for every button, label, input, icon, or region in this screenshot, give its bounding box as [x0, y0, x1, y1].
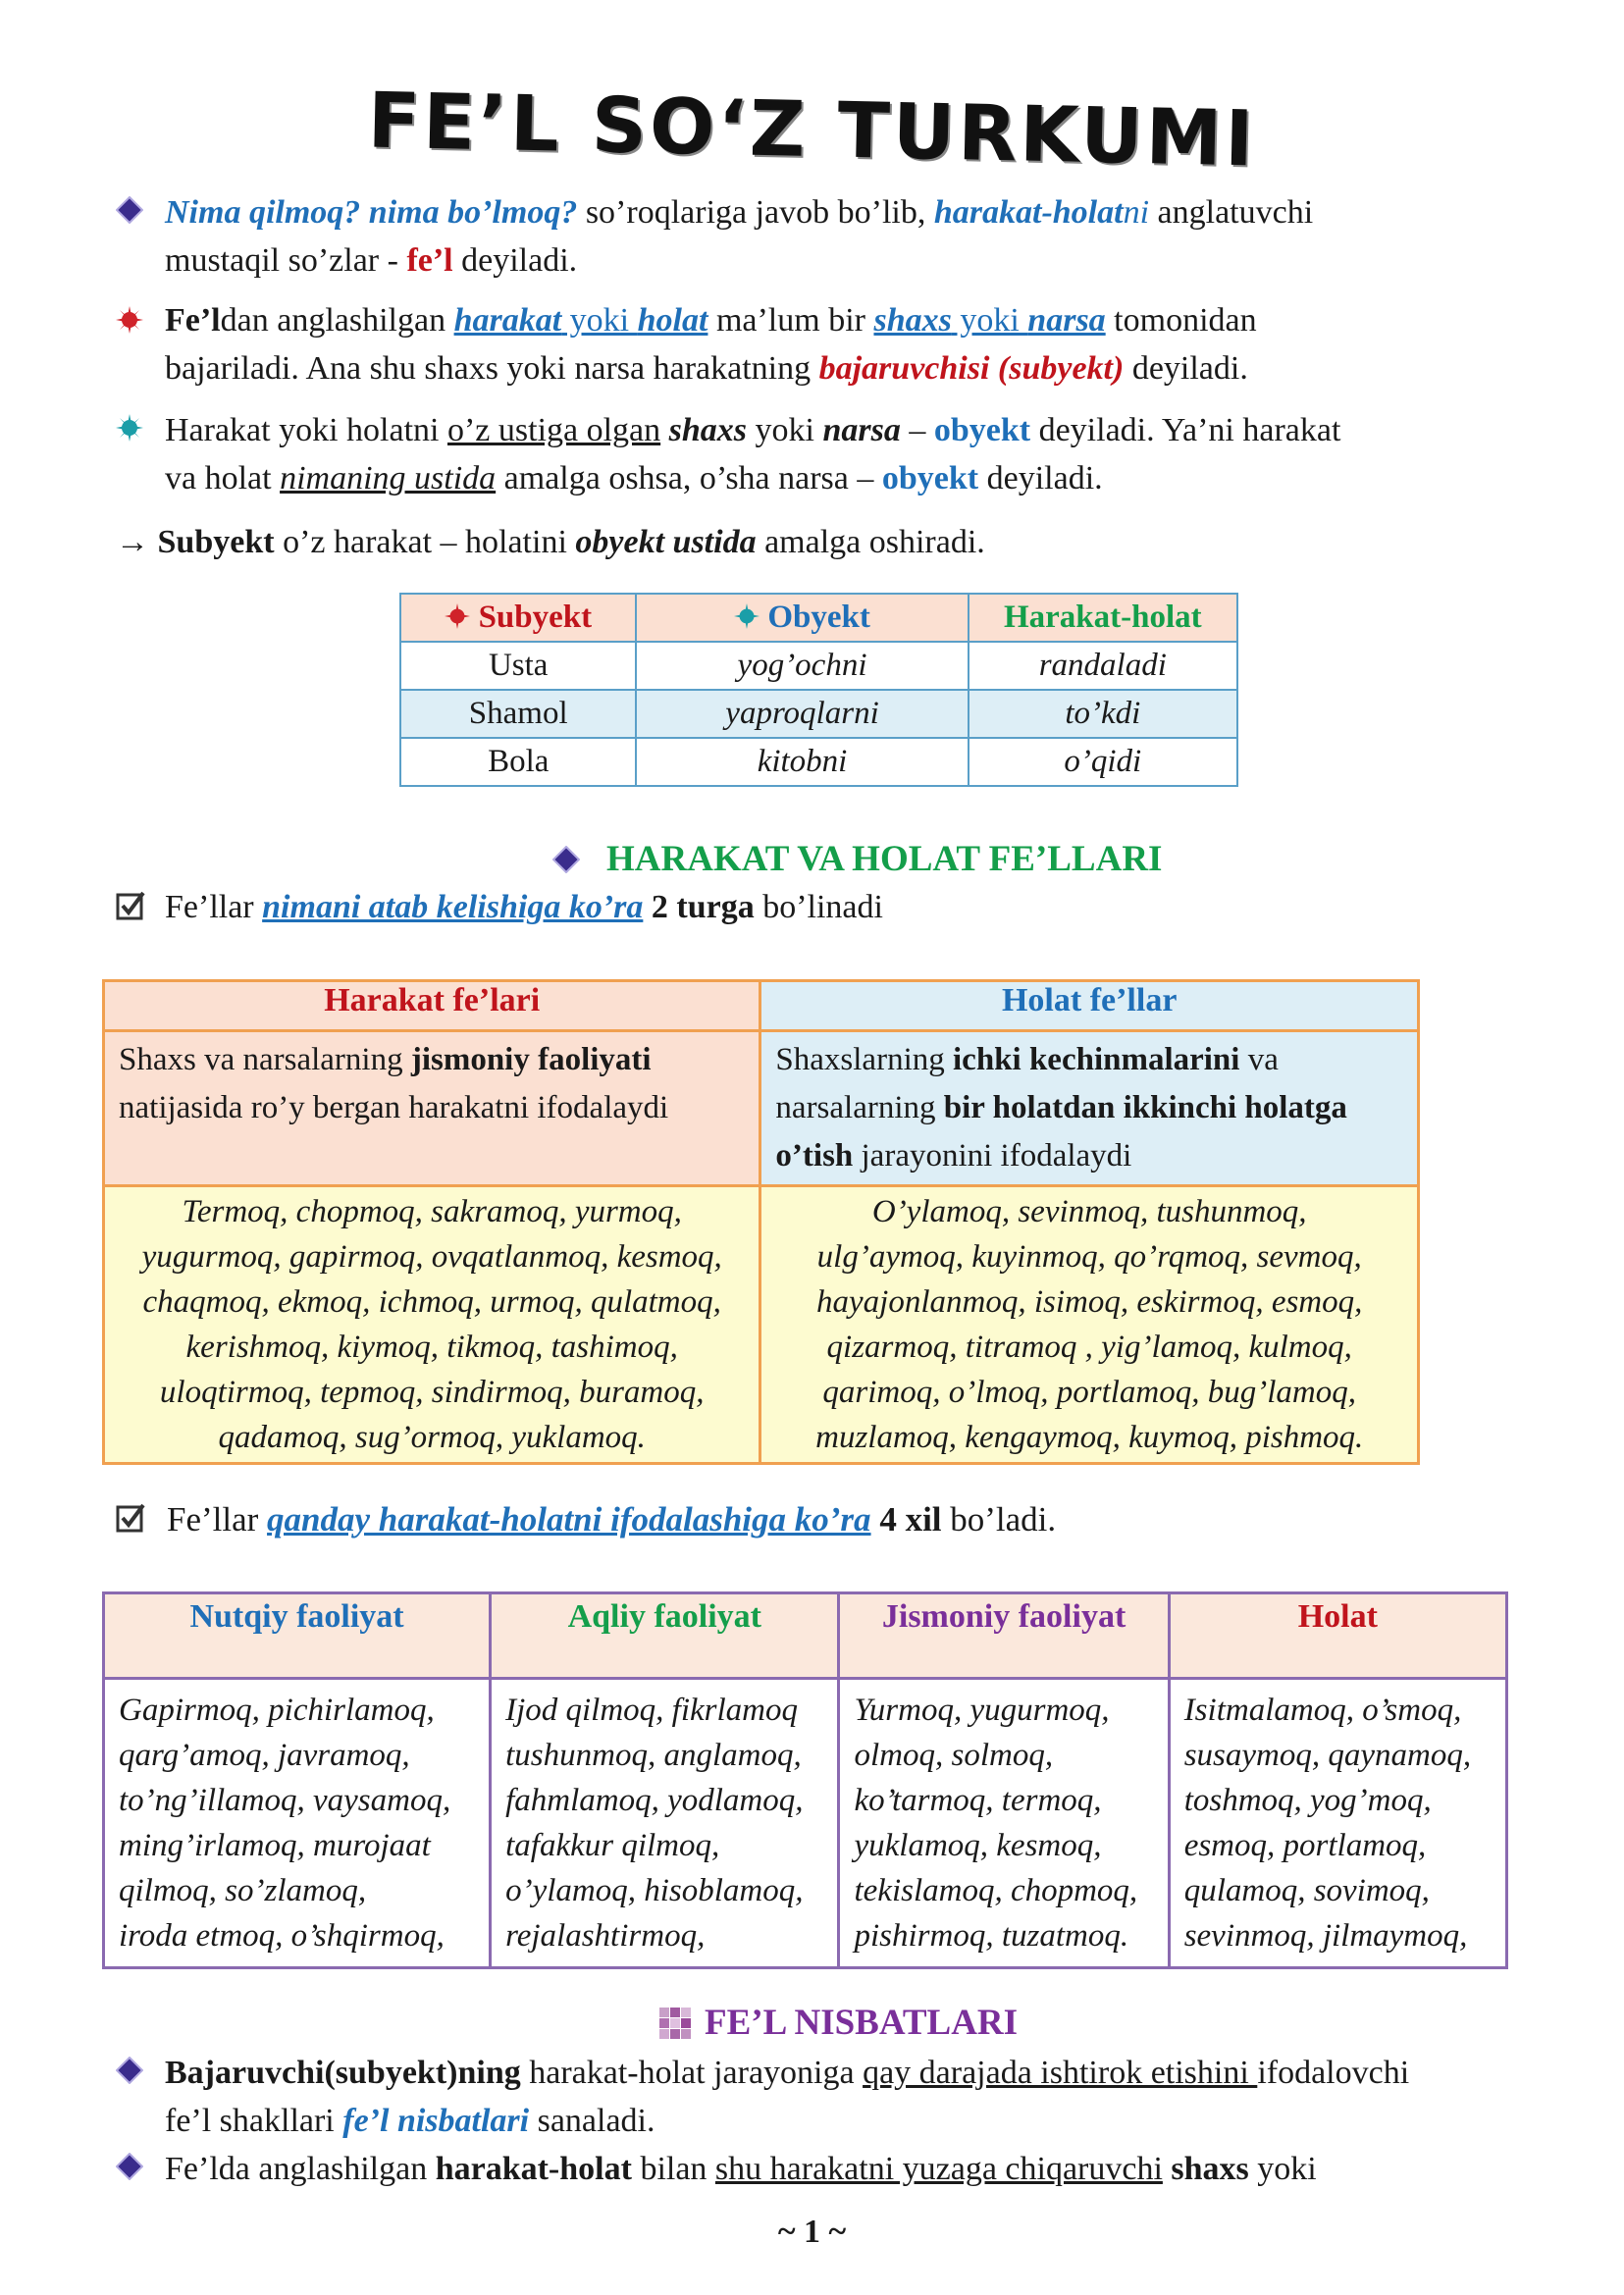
table-row: [104, 1679, 1507, 1968]
harakat-holat-table: [102, 979, 1420, 1465]
header-holat: Holat: [1169, 1593, 1506, 1679]
header-aqliy: Aqliy faoliyat: [491, 1593, 839, 1679]
table-row: Shamol yaproqlarni to’kdi: [400, 690, 1237, 738]
header-subyekt: Subyekt: [400, 594, 636, 642]
checkbox-icon: [116, 1503, 145, 1533]
paragraph-2: Fe’ldan anglashilgan harakat yoki holat ma’lum bir shaxs yoki narsa tomonidan bajariladi. Ana shu shaxs yoki narsa harakatning bajaruvchisi (subyekt) deyiladi.: [165, 302, 1257, 387]
header-jismoniy: Jismoniy faoliyat: [839, 1593, 1169, 1679]
header-holat-fellar: Holat fe’llar: [760, 981, 1419, 1031]
harakat-examples: Termoq, chopmoq, sakramoq, yurmoq, yugurmoq, gapirmoq, ovqatlanmoq, kesmoq, chaqmoq, ekmoq, ichmoq, urmoq, qulatmoq, kerishmoq, kiymoq, tikmoq, tashimoq, uloqtirmoq, tepmoq, sindirmoq, buramoq, qadamoq, sug’ormoq, yuklamoq.: [104, 1186, 760, 1464]
checkbox-icon: [116, 891, 145, 920]
jismoniy-examples: Yurmoq, yugurmoq, olmoq, solmoq, ko’tarmoq, termoq, yuklamoq, kesmoq, tekislamoq, chopmoq, pishirmoq, tuzatmoq.: [839, 1679, 1169, 1968]
checkbox-line-1: Fe’llar nimani atab kelishiga ko’ra 2 turga bo’linadi: [165, 889, 883, 925]
table-header-row: [104, 981, 1419, 1031]
diamond-bullet-icon: [116, 196, 143, 224]
harakat-description: Shaxs va narsalarning jismoniy faoliyati natijasida ro’y bergan harakatni ifodalaydi: [104, 1031, 760, 1186]
holat-description: Shaxslarning ichki kechinmalarini va narsalarning bir holatdan ikkinchi holatga o’tish jarayonini ifodalaydi: [760, 1031, 1419, 1186]
paragraph-6: Fe’lda anglashilgan harakat-holat bilan shu harakatni yuzaga chiqaruvchi shaxs yoki: [165, 2151, 1317, 2187]
red-star-bullet-icon: [116, 306, 143, 334]
subject-object-table: [399, 593, 1238, 787]
table-row: [104, 1031, 1419, 1186]
header-harakat-holat: Harakat-holat: [969, 594, 1237, 642]
red-star-bullet-icon: [445, 603, 470, 629]
section-heading-fel-nisbatlari: FE’L NISBATLARI: [705, 2003, 1019, 2043]
diamond-bullet-icon: [116, 2153, 143, 2180]
pixel-square-icon: [659, 2008, 691, 2039]
paragraph-4: → Subyekt o’z harakat – holatini obyekt ustida amalga oshiradi.: [116, 524, 985, 560]
aqliy-examples: Ijod qilmoq, fikrlamoq tushunmoq, anglamoq, fahmlamoq, yodlamoq, tafakkur qilmoq, o’ylamoq, hisoblamoq, rejalashtirmoq,: [491, 1679, 839, 1968]
diamond-bullet-icon: [116, 2057, 143, 2084]
table-row: [104, 1186, 1419, 1464]
page-title: FE’L SO‘Z TURKUMI: [366, 77, 1258, 184]
header-nutqiy: Nutqiy faoliyat: [104, 1593, 491, 1679]
table-row: Bola kitobni o’qidi: [400, 738, 1237, 786]
arrow-icon: →: [116, 524, 149, 560]
header-obyekt: Obyekt: [636, 594, 968, 642]
table-row: Usta yog’ochni randaladi: [400, 642, 1237, 690]
table-header-row: [400, 594, 1237, 642]
paragraph-3: Harakat yoki holatni o’z ustiga olgan shaxs yoki narsa – obyekt deyiladi. Ya’ni harakat va holat nimaning ustida amalga oshsa, o’sha narsa – obyekt deyiladi.: [165, 412, 1341, 496]
diamond-bullet-icon: [552, 846, 580, 873]
section-heading-harakat-holat: HARAKAT VA HOLAT FE’LLARI: [606, 839, 1163, 879]
nutqiy-examples: Gapirmoq, pichirlamoq, qarg’amoq, javramoq, to’ng’illamoq, vaysamoq, ming’irlamoq, murojaat qilmoq, so’zlamoq, iroda etmoq, o’shqirmoq,: [104, 1679, 491, 1968]
holat-examples: Isitmalamoq, o’smoq, susaymoq, qaynamoq, toshmoq, yog’moq, esmoq, portlamoq, qulamoq, sovimoq, sevinmoq, jilmaymoq,: [1169, 1679, 1506, 1968]
page-number: ~ 1 ~: [777, 2214, 847, 2250]
holat-examples: O’ylamoq, sevinmoq, tushunmoq, ulg’aymoq, kuyinmoq, qo’rqmoq, sevmoq, hayajonlanmoq, isimoq, eskirmoq, esmoq, qizarmoq, titramoq , yig’lamoq, kulmoq, qarimoq, o’lmoq, portlamoq, bug’lamoq, muzlamoq, kengaymoq, kuymoq, pishmoq.: [760, 1186, 1419, 1464]
teal-star-bullet-icon: [734, 603, 760, 629]
teal-star-bullet-icon: [116, 414, 143, 442]
table-header-row: [104, 1593, 1507, 1679]
checkbox-line-2: Fe’llar qanday harakat-holatni ifodalashiga ko’ra 4 xil bo’ladi.: [167, 1500, 1057, 1539]
fel-types-table: [102, 1591, 1508, 1969]
header-harakat-felari: Harakat fe’lari: [104, 981, 760, 1031]
paragraph-1: Nima qilmoq? nima bo’lmoq? so’roqlariga javob bo’lib, harakat-holatni anglatuvchi mustaqil so’zlar - fe’l deyiladi.: [165, 194, 1314, 279]
paragraph-5: Bajaruvchi(subyekt)ning harakat-holat jarayoniga qay darajada ishtirok etishini ifodalovchi fe’l shakllari fe’l nisbatlari sanaladi.: [165, 2055, 1410, 2139]
